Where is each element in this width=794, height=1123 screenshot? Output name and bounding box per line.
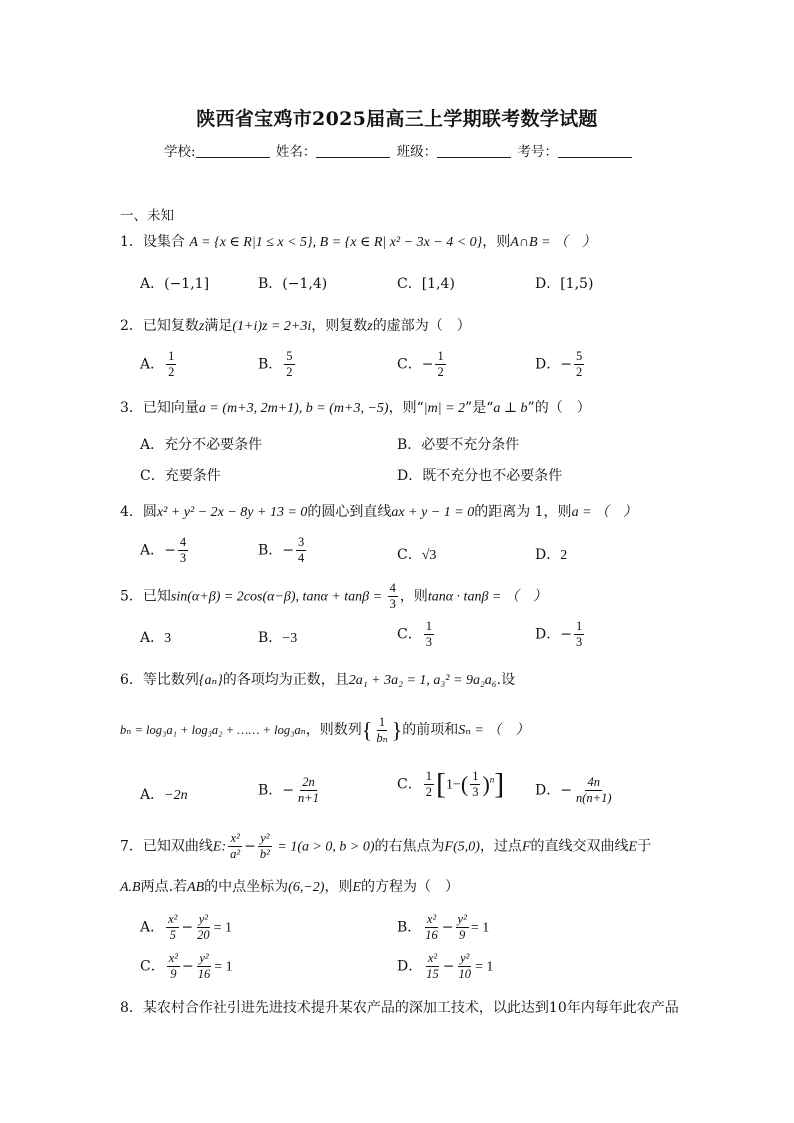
q7-line2-tail-2: 的方程为（ ） <box>361 879 460 895</box>
q3-vectors: a = (m+3, 2m+1), b = (m+3, −5) <box>198 401 389 416</box>
question-7: 7．已知双曲线E: $\frac{\text{x²}}{\text{a²}}$ − $\frac{\text{y²}}{\text{b²}}$ = 1(a > 0, b > 0)的右焦点为F(5,0)，过点F的直线交双曲线E于 <box>120 831 652 861</box>
q7-focus: F(5,0) <box>444 839 480 855</box>
q3-tail-2: ”是“ <box>465 400 494 416</box>
q7-curve-e: E <box>628 839 638 855</box>
q7-line2-mid-2: 的中点坐标为 <box>204 879 289 895</box>
q4-tail: 的距离为 1，则 <box>474 504 572 520</box>
q5-fraction: $\frac{4}{3}$ <box>389 581 396 611</box>
question-4 <box>120 502 637 523</box>
q2-equation: (1+i)z = 2+3i <box>232 319 312 334</box>
q3-tail-3: ”的（ ） <box>527 400 591 416</box>
question-6-line-2: bₙ = log₃a₁ + log₃a₂ + …… + log₃aₙ，则数列{ $\frac{1}{\text{bₙ}}$ }的前项和Sₙ = （ ） <box>120 715 530 745</box>
q7-stem: 7．已知双曲线 <box>120 838 213 855</box>
school-blank[interactable] <box>196 145 270 158</box>
class-blank[interactable] <box>437 145 511 158</box>
q3-stem: 3．已知向量 <box>120 400 199 416</box>
q5-stem: 5．已知 <box>120 588 171 605</box>
q1-set-a: A = {x ∈ R|1 ≤ x < 5}, B = <box>189 235 345 250</box>
q7-midpoint: (6,−2) <box>288 880 325 895</box>
q3-condition-2: a ⊥ b <box>493 401 528 416</box>
question-8: 8．某农村合作社引进先进技术提升某农产品的深加工技术，以此达到10年内每年此农产品 <box>120 1000 679 1016</box>
question-3 <box>120 398 591 419</box>
q6-condition: 2a₁ + 3a₂ = 1, a₃² = 9a₂a₆ <box>348 673 497 688</box>
q4-ask: a = （ ） <box>571 505 638 520</box>
q6-bn-definition: bₙ = log₃a₁ + log₃a₂ + …… + log₃aₙ <box>120 723 306 737</box>
number-blank[interactable] <box>558 145 632 158</box>
q6-stem: 6．等比数列 <box>120 672 199 688</box>
q6-ask: Sₙ = （ ） <box>458 723 530 738</box>
q5-ask: tanα · tanβ = （ ） <box>427 589 547 605</box>
q1-ask: A∩B = （ ） <box>510 235 596 250</box>
q2-var-2: z <box>367 319 373 334</box>
q7-segment: AB <box>187 880 205 895</box>
q3-tail: ，则“ <box>388 400 424 416</box>
q6-option-a[interactable]: A．−2n <box>140 787 188 803</box>
question-2 <box>120 316 471 337</box>
q7-curve-e-2: E <box>352 880 362 895</box>
q5-option-c[interactable]: C． $\frac{1}{3}$ <box>397 619 432 649</box>
q2-tail-2: 的虚部为（ ） <box>372 318 471 334</box>
q6-reciprocal: $\frac{1}{\text{bₙ}}$ <box>376 715 388 745</box>
q5-expression: sin(α+β) = 2cos(α−β), tanα + tanβ = <box>170 589 386 605</box>
q7-points: A.B <box>120 880 141 895</box>
q7-option-a[interactable]: A． $\frac{\text{x²}}{5}$ − $\frac{\text{y²}}{20}$ = 1 <box>140 912 233 942</box>
q7-line2-mid: 两点.若 <box>140 879 188 895</box>
q4-mid: 的圆心到直线 <box>307 504 392 520</box>
q1-option-c[interactable]: C．[1,4) <box>397 276 455 292</box>
q5-option-a[interactable]: A．3 <box>140 630 172 646</box>
q7-condition: = 1(a > 0, b > 0) <box>273 839 375 855</box>
question-5 <box>120 582 547 611</box>
q5-option-d[interactable]: D．− $\frac{1}{3}$ <box>535 619 583 649</box>
q2-tail: ，则复数 <box>311 318 368 334</box>
q7-option-d[interactable]: D． $\frac{\text{x²}}{15}$ − $\frac{\text{y²}}{10}$ = 1 <box>397 951 494 981</box>
q3-option-b[interactable]: B．必要不充分条件 <box>397 437 520 453</box>
q5-option-b[interactable]: B．−3 <box>258 630 298 646</box>
q7-option-b[interactable]: B． $\frac{\text{x²}}{16}$ − $\frac{\text{y²}}{9}$ = 1 <box>397 912 490 942</box>
q6-option-c[interactable]: C． $\frac{1}{2}$ [1−( $\frac{1}{3}$ )$^n$] <box>397 767 505 801</box>
q2-var: z <box>198 319 205 334</box>
question-7-line-2 <box>120 877 459 898</box>
question-6 <box>120 670 515 691</box>
section-heading: 一、未知 <box>120 208 174 224</box>
number-label: 考号： <box>517 144 558 160</box>
question-1 <box>120 232 596 253</box>
q2-option-b[interactable]: B． $\frac{5}{2}$ <box>258 349 293 379</box>
student-info-line <box>164 140 634 160</box>
name-blank[interactable] <box>316 145 390 158</box>
q1-option-d[interactable]: D．[1,5) <box>535 276 594 292</box>
q1-set-b: {x ∈ R| x² − 3x − 4 < 0} <box>344 235 483 250</box>
q2-stem: 2．已知复数 <box>120 318 199 334</box>
q7-line2-tail: ，则 <box>324 879 353 895</box>
q1-option-a[interactable]: A．(−1,1] <box>140 276 210 292</box>
q6-line2-mid: ，则数列 <box>305 722 362 738</box>
q3-condition: |m| = 2 <box>423 401 466 416</box>
q4-option-b[interactable]: B．− $\frac{3}{4}$ <box>258 535 305 565</box>
q2-option-c[interactable]: C．− $\frac{1}{2}$ <box>397 349 444 379</box>
q3-option-c[interactable]: C．充要条件 <box>140 468 221 484</box>
q2-option-d[interactable]: D．− $\frac{5}{2}$ <box>535 349 583 379</box>
q6-sequence: {aₙ} <box>198 673 223 688</box>
q6-option-d[interactable]: D．− $\frac{4n}{n(n+1)}$ <box>535 775 612 805</box>
name-label: 姓名： <box>275 144 317 160</box>
q7-point-f: F <box>521 839 531 855</box>
q6-tail: .设 <box>496 672 516 688</box>
q3-option-d[interactable]: D．既不充分也不必要条件 <box>397 468 563 484</box>
q4-circle: x² + y² − 2x − 8y + 13 = 0 <box>156 505 308 520</box>
q7-option-c[interactable]: C． $\frac{\text{x²}}{9}$ − $\frac{\text{y²}}{16}$ = 1 <box>140 951 233 981</box>
q4-option-a[interactable]: A．− $\frac{4}{3}$ <box>140 535 187 565</box>
school-label: 学校: <box>164 144 196 160</box>
q6-option-b[interactable]: B．− $\frac{2n}{n+1}$ <box>258 775 319 805</box>
q7-mid-2: ，过点 <box>479 838 522 855</box>
q4-option-d[interactable]: D．2 <box>535 547 568 563</box>
q1-stem: 1．设集合 <box>120 234 185 250</box>
q7-mid-3: 的直线交双曲线 <box>530 838 629 855</box>
q4-line: ax + y − 1 = 0 <box>391 505 475 520</box>
q5-tail: ，则 <box>399 588 428 605</box>
q1-suffix: ，则 <box>482 234 511 250</box>
q4-option-c[interactable]: C．√3 <box>397 547 437 563</box>
q2-mid: 满足 <box>204 318 233 334</box>
q2-option-a[interactable]: A． $\frac{1}{2}$ <box>140 349 175 379</box>
q6-mid: 的各项均为正数，且 <box>222 672 349 688</box>
page-title: 陕西省宝鸡市2025届高三上学期联考数学试题 <box>196 108 598 130</box>
q7-mid-4: 于 <box>637 838 652 855</box>
q3-option-a[interactable]: A．充分不必要条件 <box>140 437 263 453</box>
q7-curve-name: E: <box>212 839 227 855</box>
class-label: 班级： <box>396 144 438 160</box>
q7-mid: 的右焦点为 <box>374 838 445 855</box>
q1-option-b[interactable]: B．(−1,4) <box>258 276 328 292</box>
q4-stem: 4．圆 <box>120 504 157 520</box>
q6-line2-tail: 的前项和 <box>402 722 459 738</box>
